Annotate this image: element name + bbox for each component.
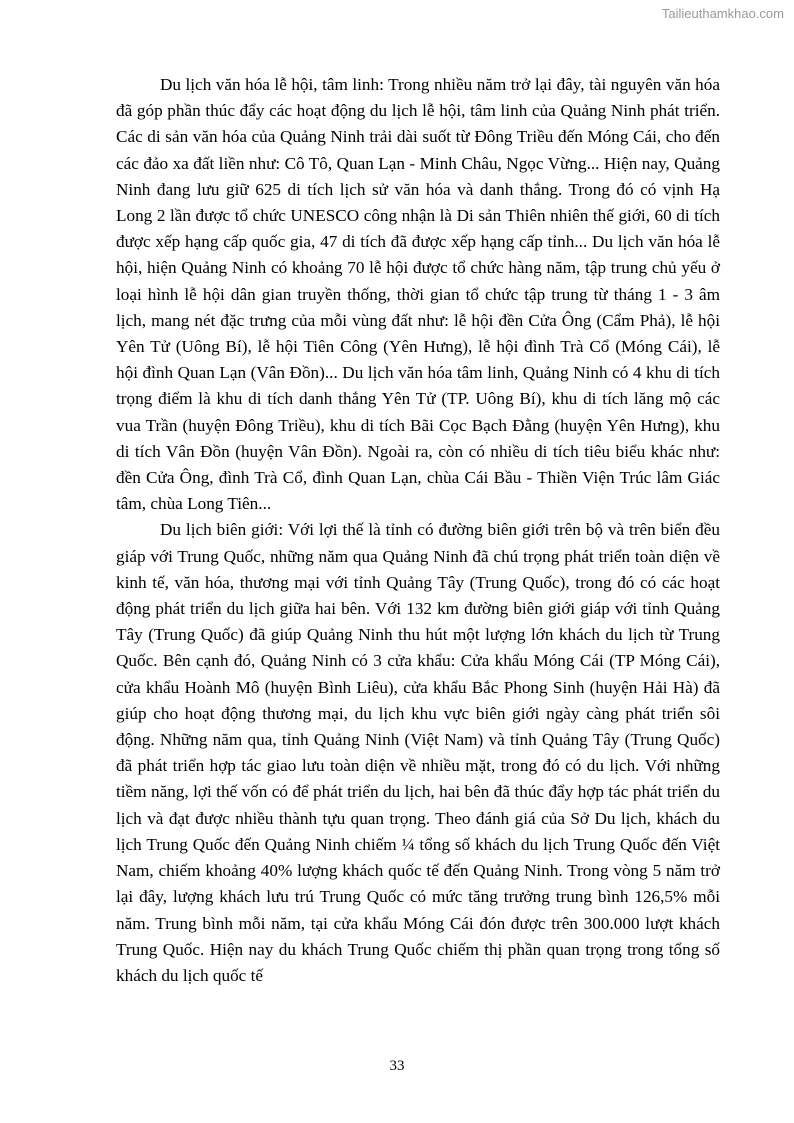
paragraph-border-tourism: Du lịch biên giới: Với lợi thế là tỉnh có đường biên giới trên bộ và trên biển đều giáp với Trung Quốc, những năm qua Quảng Ninh đã chú trọng phát triển toàn diện về kinh tế, văn hóa, thương mại với tỉnh Quảng Tây (Trung Quốc), trong đó có các hoạt động phát triển du lịch giữa hai bên. Với 132 km đường biên giới giáp với tỉnh Quảng Tây (Trung Quốc) đã giúp Quảng Ninh thu hút một lượng lớn khách du lịch từ Trung Quốc. Bên cạnh đó, Quảng Ninh có 3 cửa khẩu: Cửa khẩu Móng Cái (TP Móng Cái), cửa khẩu Hoành Mô (huyện Bình Liêu), cửa khẩu Bắc Phong Sinh (huyện Hải Hà) đã giúp cho hoạt động thương mại, du lịch khu vực biên giới ngày càng phát triển sôi động. Những năm qua, tỉnh Quảng Ninh (Việt Nam) và tỉnh Quảng Tây (Trung Quốc) đã phát triển hợp tác giao lưu toàn diện về nhiều mặt, trong đó có du lịch. Với những tiềm năng, lợi thế vốn có để phát triển du lịch, hai bên đã thúc đẩy hợp tác phát triển du lịch và đạt được nhiều thành tựu quan trọng. Theo đánh giá của Sở Du lịch, khách du lịch Trung Quốc đến Quảng Ninh chiếm ¼ tổng số khách du lịch Trung Quốc đến Việt Nam, chiếm khoảng 40% lượng khách quốc tế đến Quảng Ninh. Trong vòng 5 năm trở lại đây, lượng khách lưu trú Trung Quốc có mức tăng trưởng trung bình 126,5% mỗi năm. Trung bình mỗi năm, tại cửa khẩu Móng Cái đón được trên 300.000 lượt khách Trung Quốc. Hiện nay du khách Trung Quốc chiếm thị phần quan trọng trong tổng số khách du lịch quốc tế <box>116 520 720 985</box>
watermark: Tailieuthamkhao.com <box>661 6 784 21</box>
document-body <box>116 72 720 989</box>
paragraph-cultural-festival-tourism: Du lịch văn hóa lễ hội, tâm linh: Trong nhiều năm trở lại đây, tài nguyên văn hóa đã góp phần thúc đẩy các hoạt động du lịch lễ hội, tâm linh của Quảng Ninh phát triển. Các di sản văn hóa của Quảng Ninh trải dài suốt từ Đông Triều đến Móng Cái, cho đến các đảo xa đất liền như: Cô Tô, Quan Lạn - Minh Châu, Ngọc Vừng... Hiện nay, Quảng Ninh đang lưu giữ 625 di tích lịch sử văn hóa và danh thắng. Trong đó có vịnh Hạ Long 2 lần được tổ chức UNESCO công nhận là Di sản Thiên nhiên thế giới, 60 di tích được xếp hạng cấp quốc gia, 47 di tích đã được xếp hạng cấp tỉnh... Du lịch văn hóa lễ hội, hiện Quảng Ninh có khoảng 70 lễ hội được tổ chức hàng năm, tập trung chủ yếu ở loại hình lễ hội dân gian truyền thống, thời gian tổ chức tập trung từ tháng 1 - 3 âm lịch, mang nét đặc trưng của mỗi vùng đất như: lễ hội đền Cửa Ông (Cẩm Phả), lễ hội Yên Tử (Uông Bí), lễ hội Tiên Công (Yên Hưng), lễ hội đình Trà Cổ (Móng Cái), lễ hội đình Quan Lạn (Vân Đồn)... Du lịch văn hóa tâm linh, Quảng Ninh có 4 khu di tích trọng điểm là khu di tích danh thắng Yên Tử (TP. Uông Bí), khu di tích lăng mộ các vua Trần (huyện Đông Triều), khu di tích Bãi Cọc Bạch Đằng (huyện Yên Hưng), khu di tích Vân Đồn (huyện Vân Đồn). Ngoài ra, còn có nhiều di tích tiêu biểu khác như: đền Cửa Ông, đình Trà Cổ, đình Quan Lạn, chùa Cái Bầu - Thiền Viện Trúc lâm Giác tâm, chùa Long Tiên... <box>116 75 720 514</box>
page-number: 33 <box>389 1058 405 1074</box>
